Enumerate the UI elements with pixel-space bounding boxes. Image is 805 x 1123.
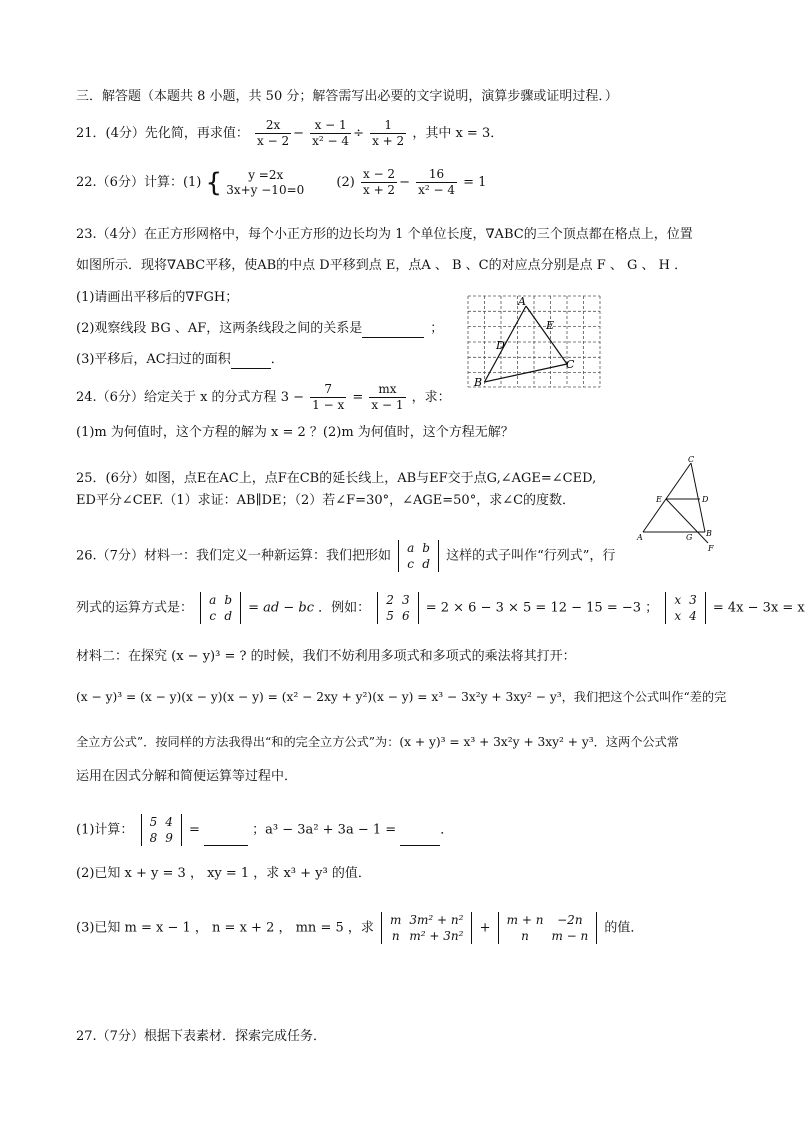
q23-sub2: (2)观察线段 BG 、AF，这两条线段之间的关系是 ； — [76, 321, 444, 336]
q21-prefix: 21．(4分）先化简，再求值： — [76, 126, 249, 141]
label-a: A — [637, 533, 643, 542]
q21-fraction-1: $\frac{2x}{x - 2}$ — [257, 118, 290, 148]
q23-grid-figure — [466, 294, 604, 389]
q24-fraction-1: $\frac{7}{1 - x}$ — [312, 382, 345, 412]
left-brace-icon: { — [205, 167, 223, 198]
q24-fraction-2: $\frac{mx}{x - 1}$ — [371, 382, 404, 412]
q23-sub3: (3)平移后，AC扫过的面积 ． — [76, 352, 284, 367]
determinant-sub3-b: m + n −2n n m − n — [498, 912, 598, 944]
q22-fraction-2: $\frac{16}{\text{x² − 4}}$ — [418, 167, 456, 197]
label-g: G — [686, 533, 693, 542]
label-b: B — [706, 529, 712, 538]
q22-part2: (2) — [336, 175, 355, 190]
answer-blank[interactable] — [362, 323, 424, 338]
q23-line1: 23.（4分）在正方形网格中，每个小正方形的边长均为 1 个单位长度，∇ABC的三个顶点都在格点上，位置 — [76, 227, 693, 242]
answer-blank[interactable] — [204, 831, 248, 846]
section-header: 三．解答题（本题共 8 小题，共 50 分；解答需写出必要的文字说明，演算步骤或证明过程．） — [76, 89, 618, 104]
q26-material2-line3: 全立方公式”．按同样的方法我得出“和的完全立方公式”为：(x + y)³ = x³ + 3x²y + 3xy² + y³．这两个公式常 — [76, 735, 679, 749]
q25-line2: ED平分∠CEF.（1）求证：AB∥DE；（2）若∠F=30°，∠AGE=50°，求∠C的度数． — [76, 493, 576, 508]
question-21: 21．(4分）先化简，再求值： $\frac{2x}{x - 2}$ − $\frac{x - 1}{\text{x² − 4}}$ ÷ $\frac{1}{x + 2}$ ，其中 x = 3． — [76, 118, 504, 148]
label-e: E — [656, 495, 662, 504]
q26-line1: 26.（7分）材料一：我们定义一种新运算：我们把形如 a b c d 这样的式子叫作“行列式”，行 — [76, 541, 616, 571]
label-d: D — [702, 495, 709, 504]
determinant-example-1: 2 3 5 6 — [377, 592, 418, 624]
q26-sub3: (3)已知 m = x − 1 ， n = x + 2 ， mn = 5 ，求 m 3m² + n² n m² + 3n² + m + n −2n n m − n 的值． — [76, 913, 644, 943]
q26-material2-line1: 材料二：在探究 (x − y)³ = ? 的时候，我们不妨利用多项式和多项式的乘法将其打开： — [76, 649, 576, 664]
determinant-sub3-a: m 3m² + n² n m² + 3n² — [381, 912, 472, 944]
q22-rhs: = 1 — [463, 175, 487, 190]
q24-line2: (1)m 为何值时，这个方程的解为 x = 2 ？(2)m 为何值时，这个方程无解？ — [76, 425, 514, 440]
q22-system: y =2x 3x+y −10=0 — [226, 167, 305, 197]
q25-figure — [634, 454, 718, 554]
label-b: B — [474, 376, 483, 389]
q26-sub2: (2)已知 x + y = 3 ， xy = 1 ，求 x³ + y³ 的值． — [76, 866, 371, 881]
q21-fraction-3: $\frac{1}{x + 2}$ — [372, 118, 405, 148]
question-24: 24.（6分）给定关于 x 的分式方程 3 − $\frac{7}{1 - x}$ = $\frac{mx}{x - 1}$ ，求： — [76, 382, 451, 412]
q26-sub1: (1)计算： 5 4 8 9 = ；a³ − 3a² + 3a − 1 = ． — [76, 815, 454, 845]
determinant-definition: a b c d — [200, 592, 241, 624]
q21-fraction-2: $\frac{x - 1}{\text{x² − 4}}$ — [312, 118, 350, 148]
question-27: 27.（7分）根据下表素材．探索完成任务． — [76, 1029, 326, 1044]
label-c: C — [688, 455, 695, 464]
question-22: 22.（6分）计算：(1) { y =2x 3x+y −10=0 (2) $\frac{x - 2}{x + 2}$ − $\frac{16}{\text{x² − 4}}$ = 1 — [76, 167, 487, 198]
q26-material2-line2: (x − y)³ = (x − y)(x − y)(x − y) = (x² − 2xy + y²)(x − y) = x³ − 3x²y + 3xy² − y³，我们把这个公式叫作“差的完 — [76, 690, 727, 704]
determinant-sub1: 5 4 8 9 — [141, 814, 182, 846]
label-a: A — [518, 295, 526, 308]
determinant-abcd: a b c d — [398, 540, 439, 572]
label-d: D — [496, 339, 505, 352]
q23-sub1: (1)请画出平移后的∇FGH； — [76, 290, 239, 305]
answer-blank[interactable] — [231, 354, 271, 369]
determinant-example-2: x 3 x 4 — [665, 592, 705, 624]
q26-material2-line4: 运用在因式分解和简便运算等过程中． — [76, 769, 298, 784]
label-e: E — [546, 319, 555, 332]
q21-suffix: ，其中 x = 3． — [412, 126, 504, 141]
q23-line2: 如图所示．现将∇ABC平移，使AB的中点 D平移到点 E，点A 、 B 、C的对应点分别是点 F 、 G 、 H ． — [76, 258, 688, 273]
q26-line2: 列式的运算方式是： a b c d = ad − bc ．例如： 2 3 5 6 = 2 × 6 − 3 × 5 = 12 − 15 = −3 ； x 3 x 4 = 4x − 3x = x — [76, 593, 805, 623]
q25-line1: 25．(6分）如图，点E在AC上，点F在CB的延长线上，AB与EF交于点G,∠AGE=∠CED, — [76, 471, 597, 486]
label-c: C — [566, 358, 575, 371]
q22-fraction-1: $\frac{x - 2}{x + 2}$ — [362, 167, 396, 197]
answer-blank[interactable] — [400, 831, 440, 846]
label-f: F — [708, 544, 714, 553]
q22-prefix: 22.（6分）计算：(1) — [76, 175, 202, 190]
